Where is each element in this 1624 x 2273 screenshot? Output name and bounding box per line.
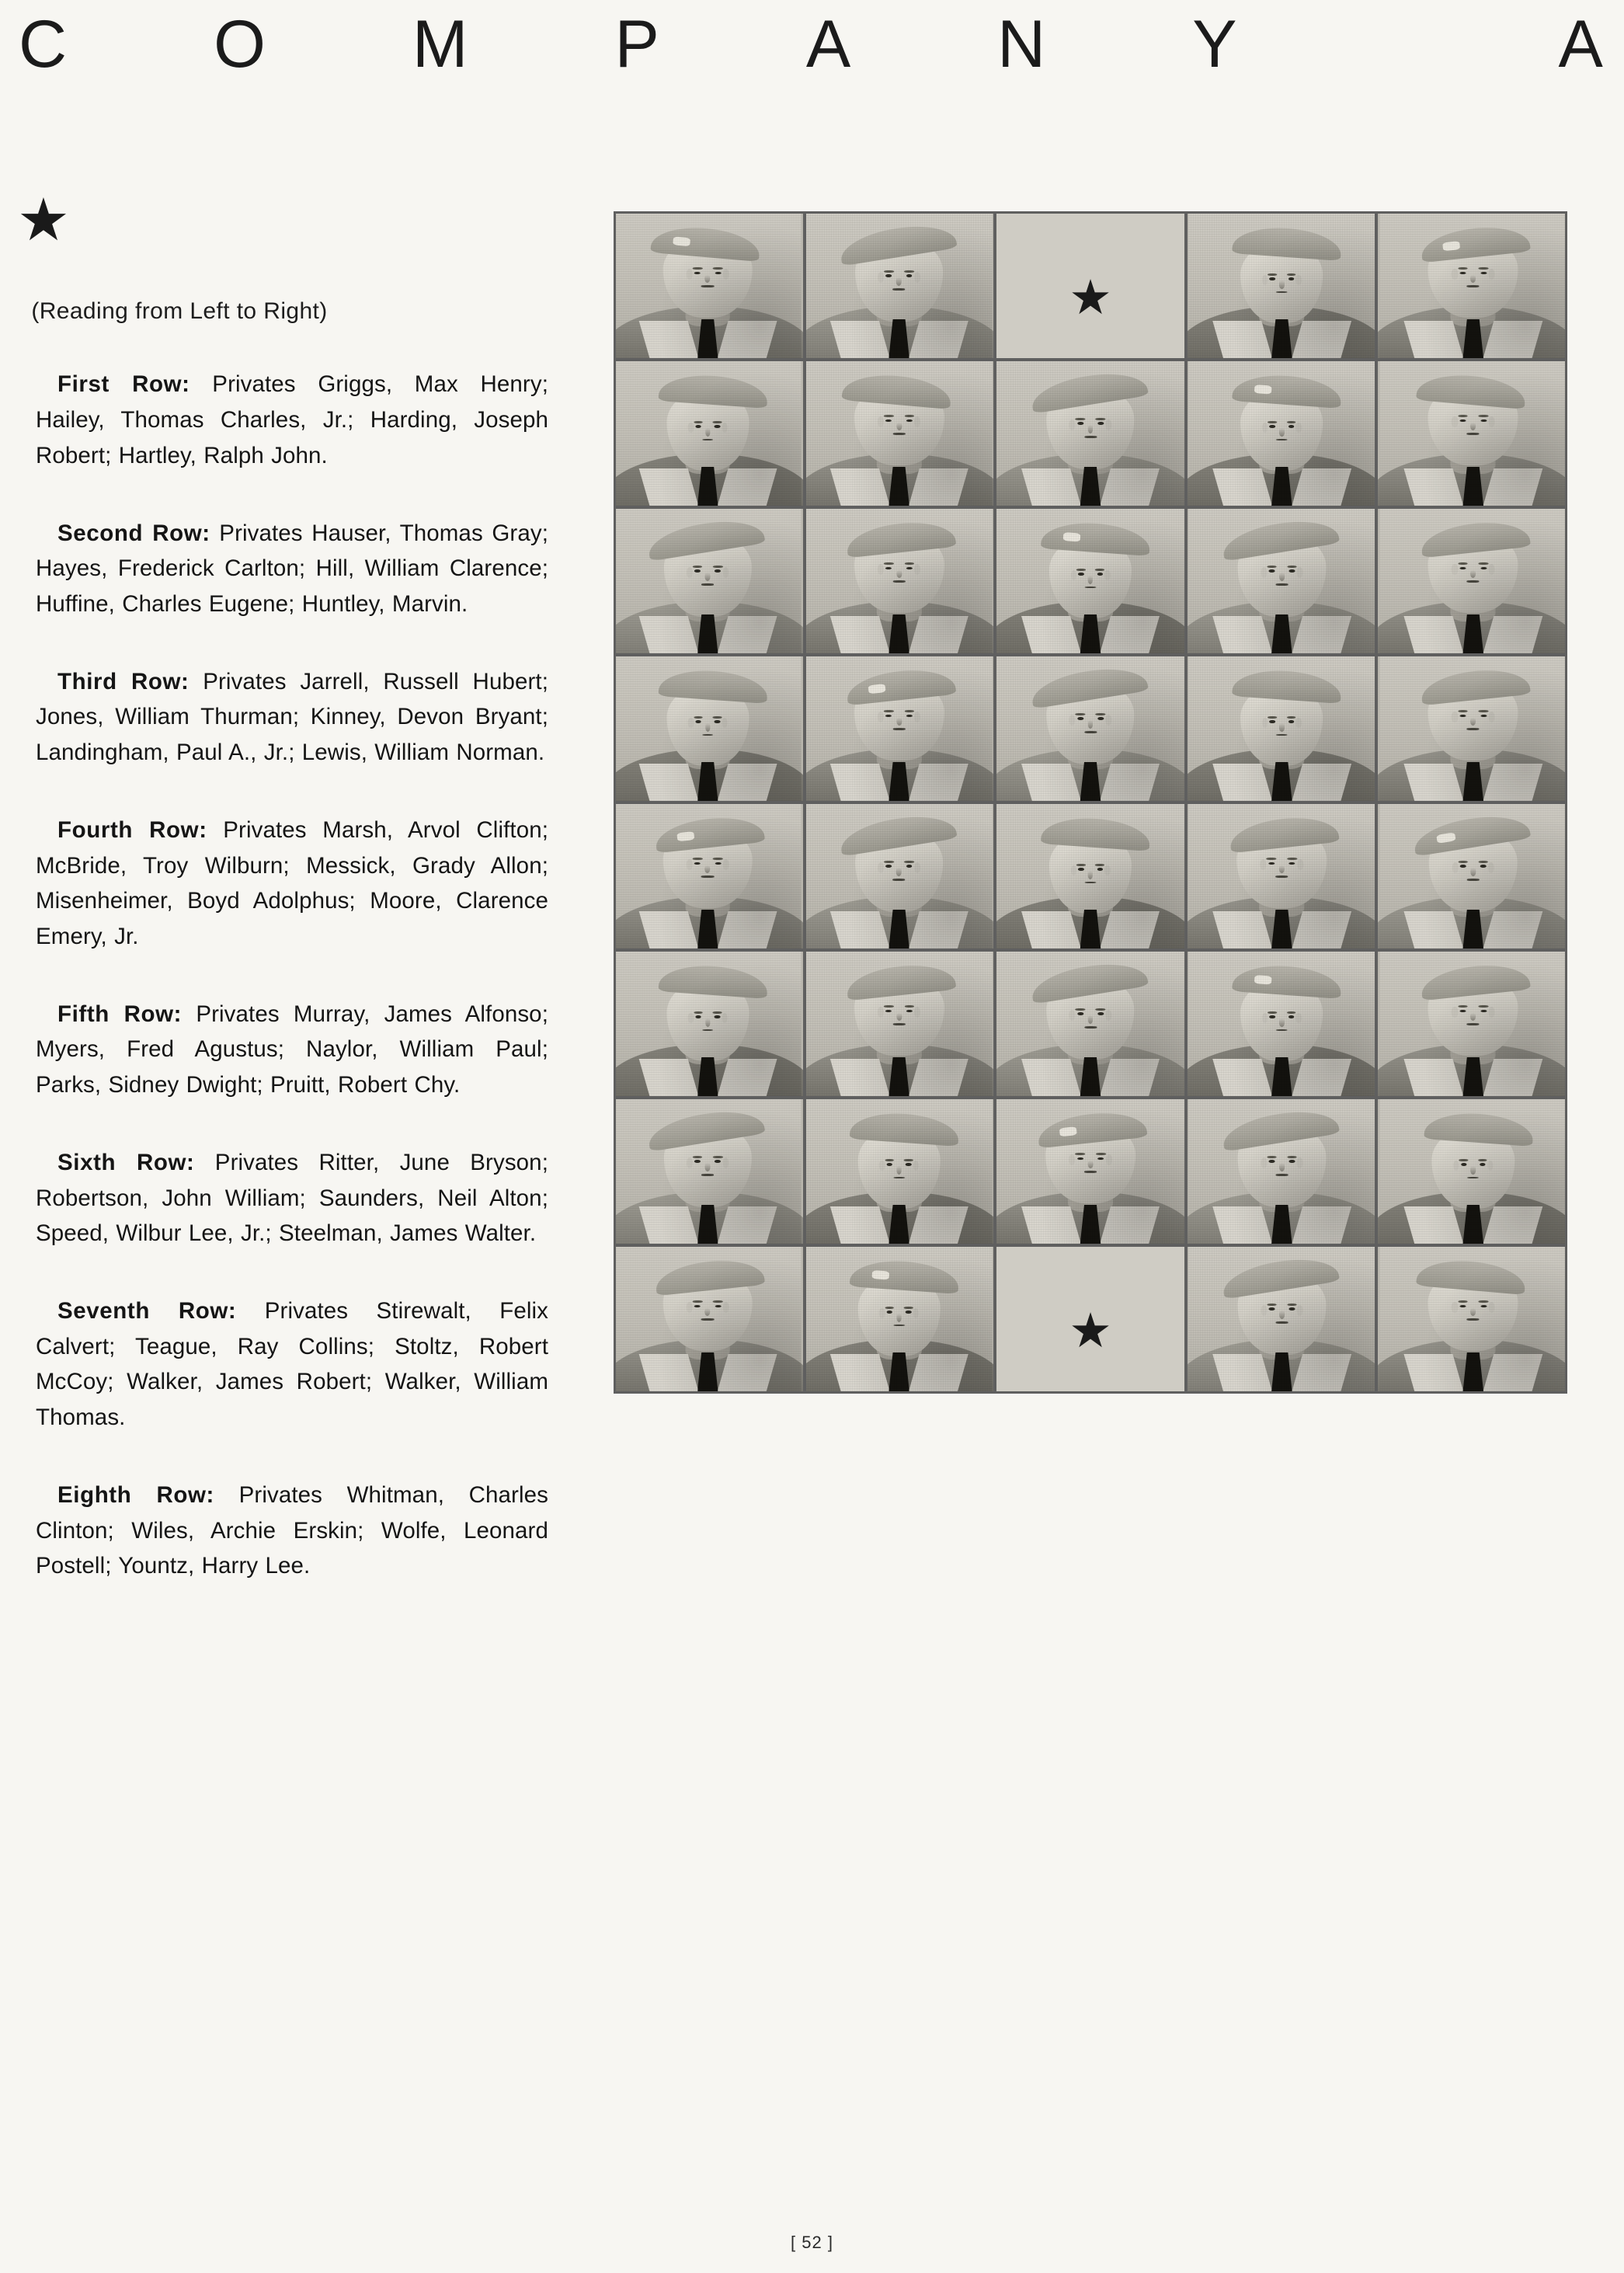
roster-row-label: Second Row: [57, 520, 210, 546]
roster-row-fourth [36, 813, 548, 955]
roster-row-fifth [36, 997, 548, 1103]
portrait-photo [806, 214, 993, 358]
title-letter-a: A [805, 7, 851, 82]
portrait-photo [1188, 656, 1375, 801]
portrait-photo [1378, 952, 1565, 1096]
portrait-grid [614, 211, 1567, 1394]
portrait-photo [996, 361, 1184, 506]
soldier-portrait-icon [806, 656, 993, 801]
soldier-portrait-icon [996, 656, 1184, 801]
title-letter-c: C [19, 7, 68, 82]
portrait-photo [1378, 509, 1565, 653]
soldier-portrait-icon [996, 509, 1184, 653]
soldier-portrait-icon [806, 509, 993, 653]
soldier-portrait-icon [1188, 952, 1375, 1096]
star-icon: ★ [1069, 271, 1112, 325]
portrait-photo [1378, 656, 1565, 801]
portrait-photo [1378, 1247, 1565, 1391]
roster-row-names: Privates Stirewalt, Felix Calvert; Teague, Ray Collins; Stoltz, Robert McCoy; Walker, James Robert; Walker, William Thomas. [36, 1298, 549, 1431]
soldier-portrait-icon [806, 214, 993, 358]
soldier-portrait-icon [806, 1247, 993, 1391]
portrait-photo [616, 214, 803, 358]
portrait-photo [1378, 804, 1565, 949]
soldier-portrait-icon [806, 1099, 993, 1244]
roster-row-label: First Row: [57, 371, 190, 398]
soldier-portrait-icon [1379, 361, 1565, 506]
soldier-portrait-icon [996, 804, 1184, 949]
roster-row-label: Seventh Row: [57, 1298, 237, 1324]
roster-row-names: Privates Murray, James Alfonso; Myers, Fred Agustus; Naylor, William Paul; Parks, Sidney Dwight; Pruitt, Robert Chy. [36, 1001, 548, 1098]
portrait-photo [996, 509, 1184, 653]
roster-row-names: Privates Hauser, Thomas Gray; Hayes, Frederick Carlton; Hill, William Clarence; Huffine, Charles Eugene; Huntley, Marvin. [36, 520, 548, 617]
portrait-photo [616, 952, 803, 1096]
soldier-portrait-icon [616, 656, 802, 801]
portrait-photo [1188, 804, 1375, 949]
portrait-photo [806, 952, 993, 1096]
roster-row-label: Sixth Row: [57, 1149, 195, 1175]
star-placeholder-cell [996, 1247, 1184, 1391]
roster-row-third [36, 664, 548, 771]
portrait-photo [1188, 214, 1375, 358]
roster-row-names: Privates Griggs, Max Henry; Hailey, Thomas Charles, Jr.; Harding, Joseph Robert; Hartley, Ralph John. [36, 371, 548, 468]
portrait-photo [806, 1099, 993, 1244]
soldier-portrait-icon [616, 952, 802, 1096]
soldier-portrait-icon [1188, 656, 1375, 801]
soldier-portrait-icon [996, 361, 1184, 506]
soldier-portrait-icon [1379, 1099, 1565, 1244]
soldier-portrait-icon [616, 214, 802, 358]
roster-row-sixth [36, 1145, 548, 1251]
portrait-photo [806, 804, 993, 949]
title-letter-company-a: A [1558, 7, 1603, 82]
portrait-photo [996, 656, 1184, 801]
soldier-portrait-icon [1188, 509, 1375, 653]
soldier-portrait-icon [996, 1099, 1184, 1244]
soldier-portrait-icon [616, 804, 802, 949]
portrait-photo [1188, 509, 1375, 653]
title-letter-p: P [614, 7, 659, 82]
roster-row-eighth [36, 1478, 548, 1584]
portrait-photo [806, 361, 993, 506]
reading-direction-note: (Reading from Left to Right) [31, 298, 328, 325]
star-placeholder-cell [996, 214, 1184, 358]
title-letter-o: O [214, 7, 266, 82]
title-letter-y: Y [1192, 7, 1237, 82]
roster-row-names: Privates Jarrell, Russell Hubert; Jones, William Thurman; Kinney, Devon Bryant; Landingham, Paul A., Jr.; Lewis, William Norman. [36, 668, 548, 766]
roster-row-label: Fourth Row: [57, 816, 207, 843]
portrait-photo [996, 952, 1184, 1096]
portrait-photo [1378, 1099, 1565, 1244]
roster-row-seventh [36, 1293, 548, 1436]
roster-row-label: Third Row: [57, 668, 190, 694]
star-icon: ★ [1069, 1304, 1112, 1358]
soldier-portrait-icon [616, 1099, 802, 1244]
portrait-photo [616, 509, 803, 653]
portrait-photo [806, 509, 993, 653]
soldier-portrait-icon [1379, 804, 1565, 949]
portrait-photo [996, 1099, 1184, 1244]
portrait-photo [996, 804, 1184, 949]
soldier-portrait-icon [616, 509, 802, 653]
roster-row-names: Privates Marsh, Arvol Clifton; McBride, Troy Wilburn; Messick, Grady Allon; Misenheimer, Boyd Adolphus; Moore, Clarence Emery, Jr. [36, 816, 548, 950]
portrait-photo [616, 361, 803, 506]
portrait-photo [806, 656, 993, 801]
page-title [19, 7, 1603, 96]
soldier-portrait-icon [1188, 214, 1375, 358]
roster-row-names: Privates Ritter, June Bryson; Robertson, John William; Saunders, Neil Alton; Speed, Wilbur Lee, Jr.; Steelman, James Walter. [36, 1149, 548, 1247]
soldier-portrait-icon [1379, 656, 1565, 801]
soldier-portrait-icon [1188, 361, 1375, 506]
portrait-photo [1188, 1099, 1375, 1244]
page-number: [ 52 ] [791, 2233, 833, 2252]
star-ornament-icon: ★ [16, 187, 71, 253]
soldier-portrait-icon [996, 952, 1184, 1096]
portrait-photo [616, 1099, 803, 1244]
roster-row-first [36, 367, 548, 473]
roster-column [16, 187, 549, 1607]
portrait-photo [616, 1247, 803, 1391]
portrait-photo [1378, 361, 1565, 506]
soldier-portrait-icon [1379, 952, 1565, 1096]
roster-row-second [36, 516, 548, 622]
portrait-photo [1188, 361, 1375, 506]
soldier-portrait-icon [1379, 214, 1565, 358]
portrait-photo [1188, 1247, 1375, 1391]
roster-row-label: Fifth Row: [57, 1001, 183, 1027]
soldier-portrait-icon [1188, 1099, 1375, 1244]
soldier-portrait-icon [806, 952, 993, 1096]
portrait-photo [1378, 214, 1565, 358]
soldier-portrait-icon [806, 361, 993, 506]
roster-row-label: Eighth Row: [57, 1481, 214, 1508]
soldier-portrait-icon [1379, 1247, 1565, 1391]
soldier-portrait-icon [616, 361, 802, 506]
portrait-photo [616, 656, 803, 801]
soldier-portrait-icon [1188, 804, 1375, 949]
title-letter-m: M [412, 7, 468, 82]
soldier-portrait-icon [1188, 1247, 1375, 1391]
portrait-photo [1188, 952, 1375, 1096]
roster-row-names: Privates Whitman, Charles Clinton; Wiles, Archie Erskin; Wolfe, Leonard Postell; Yountz, Harry Lee. [36, 1481, 548, 1579]
soldier-portrait-icon [1379, 509, 1565, 653]
portrait-photo [616, 804, 803, 949]
portrait-photo [806, 1247, 993, 1391]
title-letter-n: N [997, 7, 1046, 82]
soldier-portrait-icon [616, 1247, 802, 1391]
soldier-portrait-icon [806, 804, 993, 949]
